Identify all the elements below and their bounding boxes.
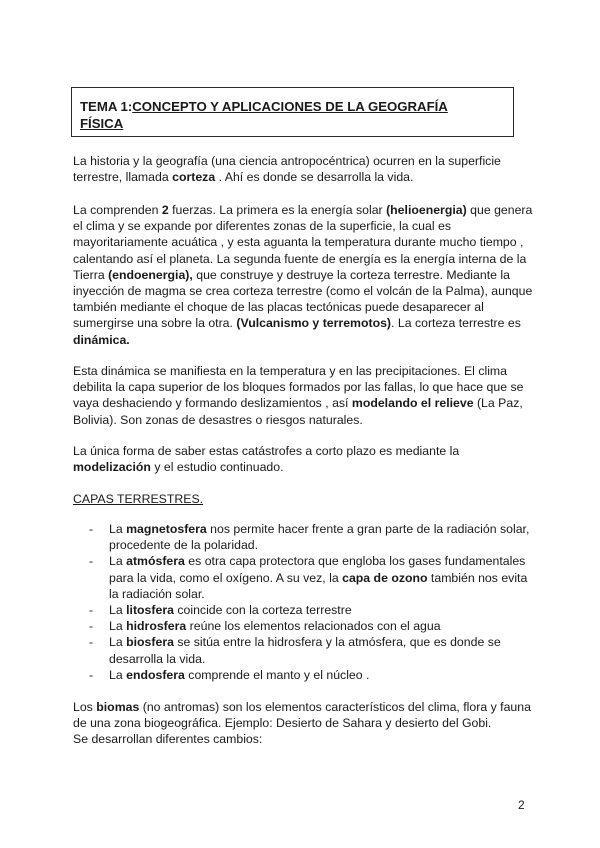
text: La [109, 635, 127, 650]
text: Los [73, 700, 97, 714]
text: . La corteza terrestre es [391, 316, 521, 331]
text: La [109, 619, 127, 634]
text: nos permite hacer frente a gran parte de la radiación solar, procedente de la polaridad. [109, 522, 530, 553]
list-item [73, 521, 533, 553]
text: . Ahí es donde se desarrolla la vida. [215, 170, 414, 185]
bold-term: modelización [73, 460, 151, 475]
section-heading-capas [73, 491, 533, 507]
text: fuerzas. La primera es la energía solar [168, 203, 387, 217]
title-line1: CONCEPTO Y APLICACIONES DE LA GEOGRAFÍA [132, 99, 448, 114]
page-number: 2 [518, 798, 525, 812]
text: La [109, 522, 127, 536]
bold-term: (helioenergia) [386, 203, 467, 217]
bold-term: dinámica. [73, 332, 130, 347]
list-item [73, 634, 533, 666]
text: reúne los elementos relacionados con el agua [186, 619, 441, 634]
text: también nos evita la radiación solar. [109, 570, 528, 601]
text: (no antromas) son los elementos característicos del clima, flora y fauna de una zona biogeográfica. Ejemplo: Desierto de Sahara y desierto del Gobi. [73, 700, 531, 731]
bold-term: litosfera [126, 603, 174, 618]
text: que construye y destruye la corteza terrestre. Mediante la inyección de magma se crea corteza terrestre (como el volcán de la Palma), aunque también mediante el choque de las placas tectónicas puede desaparecer al sumergirse una sobre la otra. [73, 267, 533, 331]
paragraph-biomas [73, 699, 533, 748]
title-line2: FÍSICA [80, 116, 124, 131]
text: que genera el clima y se expande por diferentes zonas de la superficie, la cual es mayoritariamente acuática , y esta aguanta la temperatura durante mucho tiempo , calentando así el planeta. La segunda fuente de energía es la energía interna de la Tierra [73, 203, 533, 282]
bold-term: modelando el relieve [351, 396, 474, 411]
bold-term: endosfera [126, 667, 185, 682]
list-item [73, 553, 533, 602]
bold-term: (Vulcanismo y terremotos) [236, 316, 392, 331]
bold-term: magnetosfera [126, 522, 207, 536]
bold-term: (endoenergia), [108, 267, 193, 282]
bold-term: 2 [161, 203, 169, 217]
title-box [71, 87, 514, 137]
capas-heading: CAPAS TERRESTRES. [73, 492, 204, 506]
bold-term: atmósfera [126, 554, 185, 569]
text: es otra capa protectora que engloba los gases fundamentales para la vida, como el oxígeno. A su vez, la [109, 554, 526, 585]
text: se sitúa entre la hidrosfera y la atmósfera, que es donde se desarrolla la vida. [109, 635, 501, 666]
list-item [73, 618, 533, 634]
text: La [109, 667, 127, 682]
text: La única forma de saber estas catástrofes a corto plazo es mediante la [73, 444, 460, 458]
text: (La Paz, Bolivia). Son zonas de desastres o riesgos naturales. [73, 396, 523, 427]
text: coincide con la corteza terrestre [173, 603, 352, 618]
list-item [73, 667, 533, 683]
bold-term: biosfera [126, 635, 174, 650]
paragraph-dinamica [73, 363, 533, 428]
text: Se desarrollan diferentes cambios: [73, 732, 263, 747]
bold-term: hidrosfera [126, 619, 187, 634]
bold-term: corteza [172, 170, 216, 185]
paragraph-fuerzas [73, 202, 533, 348]
capas-list [73, 521, 533, 683]
text: comprende el manto y el núcleo . [184, 667, 370, 682]
bold-term: biomas [96, 700, 140, 714]
list-item [73, 602, 533, 618]
bold-term: capa de ozono [342, 570, 428, 585]
text: Esta dinámica se manifiesta en la temperatura y en las precipitaciones. El clima debilita la capa superior de los bloques formados por las fallas, lo que hace que se vaya deshaciendo y formando deslizamientos , así [73, 364, 524, 411]
capas-list-container [73, 521, 533, 683]
paragraph-intro [73, 153, 533, 185]
text: y el estudio continuado. [150, 460, 284, 475]
paragraph-modelizacion [73, 443, 533, 475]
title-prefix: TEMA 1: [80, 99, 133, 114]
text: La comprenden [73, 203, 162, 217]
text: La historia y la geografía (una ciencia antropocéntrica) ocurren en la superficie terrestre, llamada [73, 154, 501, 185]
text: La [109, 603, 127, 618]
text: La [109, 554, 127, 569]
